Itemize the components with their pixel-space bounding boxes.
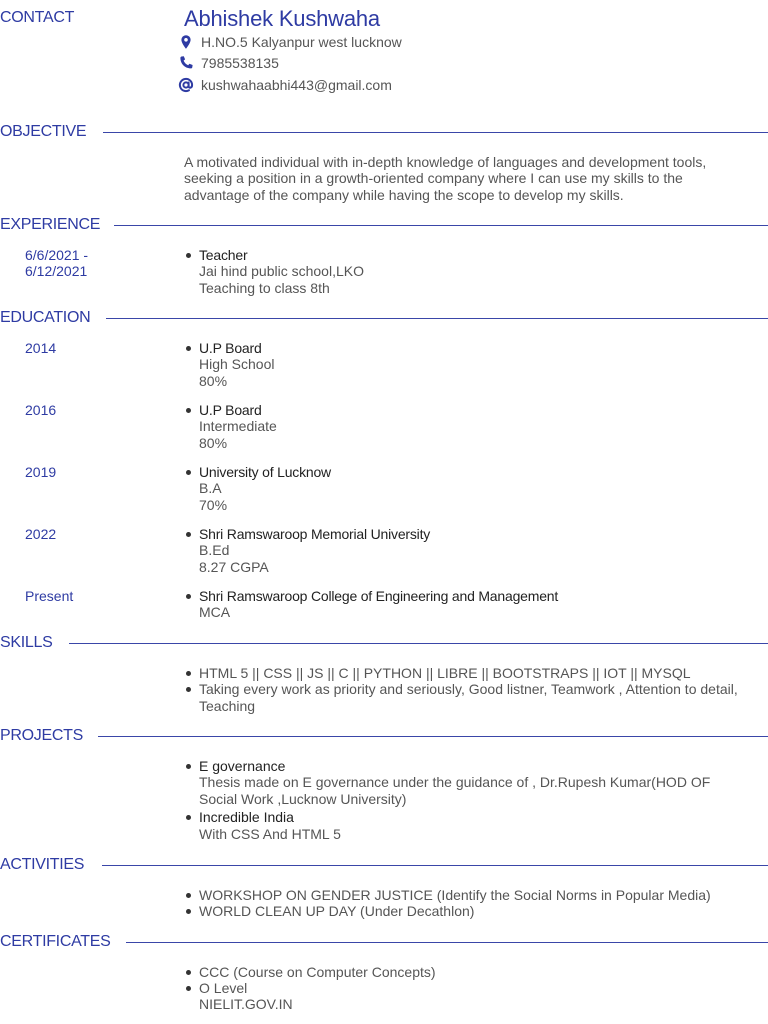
education-line: 80% <box>199 434 228 451</box>
education-title: Shri Ramswaroop Memorial University <box>199 526 744 542</box>
projects-list <box>199 758 744 843</box>
list-item: HTML 5 || CSS || JS || C || PYTHON || LIBRE || BOOTSTRAPS || IOT || MYSQL <box>199 665 744 681</box>
objective-text: A motivated individual with in-depth knowledge of languages and development tools, seeking a position in a growth-oriented company where I can use my skills to the advantage of the company while having the scope to develop my skills. <box>184 154 707 203</box>
projects-heading: PROJECTS <box>0 727 83 744</box>
experience-divider <box>114 225 768 226</box>
activities-divider <box>102 865 768 866</box>
project-item <box>199 809 744 842</box>
project-title: Incredible India <box>199 809 294 826</box>
education-date: 2014 <box>25 340 57 356</box>
project-description: Thesis made on E governance under the guidance of , Dr.Rupesh Kumar(HOD OF Social Work ,Lucknow University) <box>199 774 711 808</box>
projects-divider <box>98 736 768 737</box>
education-line: High School <box>199 356 275 373</box>
education-entry <box>199 402 744 451</box>
skills-divider <box>69 643 768 644</box>
education-heading: EDUCATION <box>0 309 91 326</box>
education-entry <box>199 464 744 513</box>
phone-line <box>178 55 279 72</box>
education-date: 2016 <box>25 402 57 418</box>
experience-title: Teacher <box>199 247 744 263</box>
list-item: CCC (Course on Computer Concepts) <box>199 964 744 980</box>
skills-list <box>199 665 744 714</box>
location-pin-icon <box>178 34 194 50</box>
experience-date: 6/6/2021 - 6/12/2021 <box>25 247 89 280</box>
contact-heading: CONTACT <box>0 9 75 26</box>
list-item: WORKSHOP ON GENDER JUSTICE (Identify the Social Norms in Popular Media) <box>199 887 744 903</box>
certificates-divider <box>126 942 768 943</box>
education-line: B.A <box>199 480 222 497</box>
project-description: With CSS And HTML 5 <box>199 825 341 842</box>
project-item <box>199 758 744 808</box>
address-text: H.NO.5 Kalyanpur west lucknow <box>201 34 402 50</box>
phone-icon <box>178 55 194 71</box>
education-line: 80% <box>199 372 228 389</box>
objective-divider <box>103 132 768 133</box>
objective-heading: OBJECTIVE <box>0 123 87 140</box>
education-title: U.P Board <box>199 340 744 356</box>
education-line: B.Ed <box>199 542 230 559</box>
email-text: kushwahaabhi443@gmail.com <box>201 77 392 93</box>
experience-heading: EXPERIENCE <box>0 216 101 233</box>
candidate-name: Abhishek Kushwaha <box>184 6 380 31</box>
education-date: 2019 <box>25 464 57 480</box>
education-line: Intermediate <box>199 418 277 435</box>
list-item: WORLD CLEAN UP DAY (Under Decathlon) <box>199 903 744 919</box>
education-date: Present <box>25 588 74 604</box>
phone-text: 7985538135 <box>201 55 279 71</box>
email-line <box>178 77 392 94</box>
experience-line: Teaching to class 8th <box>199 279 330 296</box>
list-item: O Level <box>199 980 744 996</box>
skills-heading: SKILLS <box>0 634 53 651</box>
address-line <box>178 34 402 51</box>
education-divider <box>106 318 768 319</box>
certificates-heading: CERTIFICATES <box>0 933 111 950</box>
education-entry <box>199 340 744 389</box>
education-entry <box>199 588 744 621</box>
certificates-list <box>199 964 744 997</box>
experience-line: Jai hind public school,LKO <box>199 263 364 280</box>
project-title: E governance <box>199 758 286 774</box>
education-title: U.P Board <box>199 402 744 418</box>
list-item: Taking every work as priority and seriously, Good listner, Teamwork , Attention to detail, Teaching <box>199 681 744 714</box>
certificate-issuer: NIELIT.GOV.IN <box>199 996 293 1012</box>
education-date: 2022 <box>25 526 57 542</box>
education-title: Shri Ramswaroop College of Engineering and Management <box>199 588 744 604</box>
education-line: MCA <box>199 604 231 621</box>
activities-heading: ACTIVITIES <box>0 856 85 873</box>
education-entry <box>199 526 744 575</box>
at-sign-icon <box>178 77 194 93</box>
education-line: 8.27 CGPA <box>199 558 269 575</box>
education-line: 70% <box>199 496 228 513</box>
experience-entry <box>199 247 744 296</box>
activities-list <box>199 887 744 920</box>
education-title: University of Lucknow <box>199 464 744 480</box>
